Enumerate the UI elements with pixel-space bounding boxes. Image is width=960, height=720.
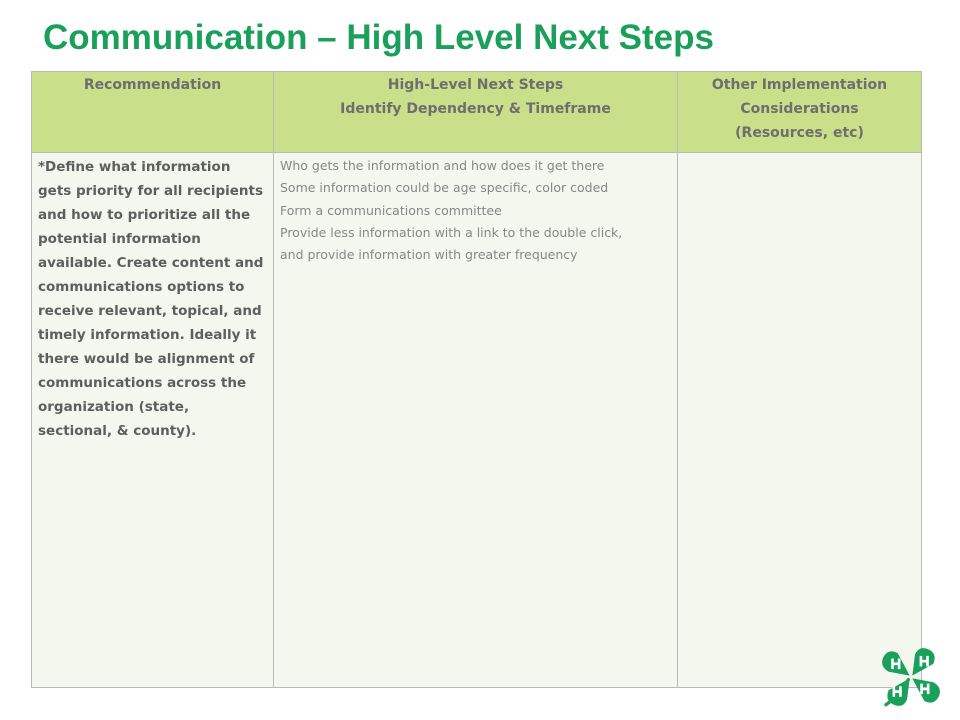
header-recommendation-line: Recommendation [83, 77, 222, 93]
slide-title: Communication – High Level Next Steps [43, 18, 714, 57]
next-step-item: and provide information with greater frequency [280, 247, 578, 263]
next-steps-table [31, 71, 922, 688]
other-considerations-cell [678, 153, 922, 688]
next-step-item: Who gets the information and how does it get there [280, 158, 605, 173]
table-row [32, 153, 922, 688]
header-other-line: Considerations [740, 101, 859, 117]
table-header-row [32, 72, 922, 153]
header-other-line: Other Implementation [711, 77, 888, 93]
header-other-line: (Resources, etc) [735, 125, 864, 141]
next-step-item: Provide less information with a link to the double click, [280, 224, 623, 240]
header-next-steps-line: Identify Dependency & Timeframe [340, 101, 611, 117]
next-steps-cell [274, 153, 678, 688]
recommendation-cell [32, 153, 274, 688]
header-other-considerations [678, 72, 922, 153]
header-recommendation [32, 72, 274, 153]
next-step-item: Some information could be age specific, color coded [280, 180, 609, 196]
four-leaf-clover-icon [878, 644, 944, 710]
recommendation-text: *Define what information gets priority for all recipients and how to prioritize all the potential information available. Create content and communications options to receive relevant, topical, and timely information. Ideally it there would be alignment of communications across the organization (state, sectional, & county). [38, 159, 264, 439]
header-next-steps [274, 72, 678, 153]
next-step-item: Form a communications committee [280, 202, 502, 218]
header-next-steps-line: High-Level Next Steps [387, 77, 564, 93]
